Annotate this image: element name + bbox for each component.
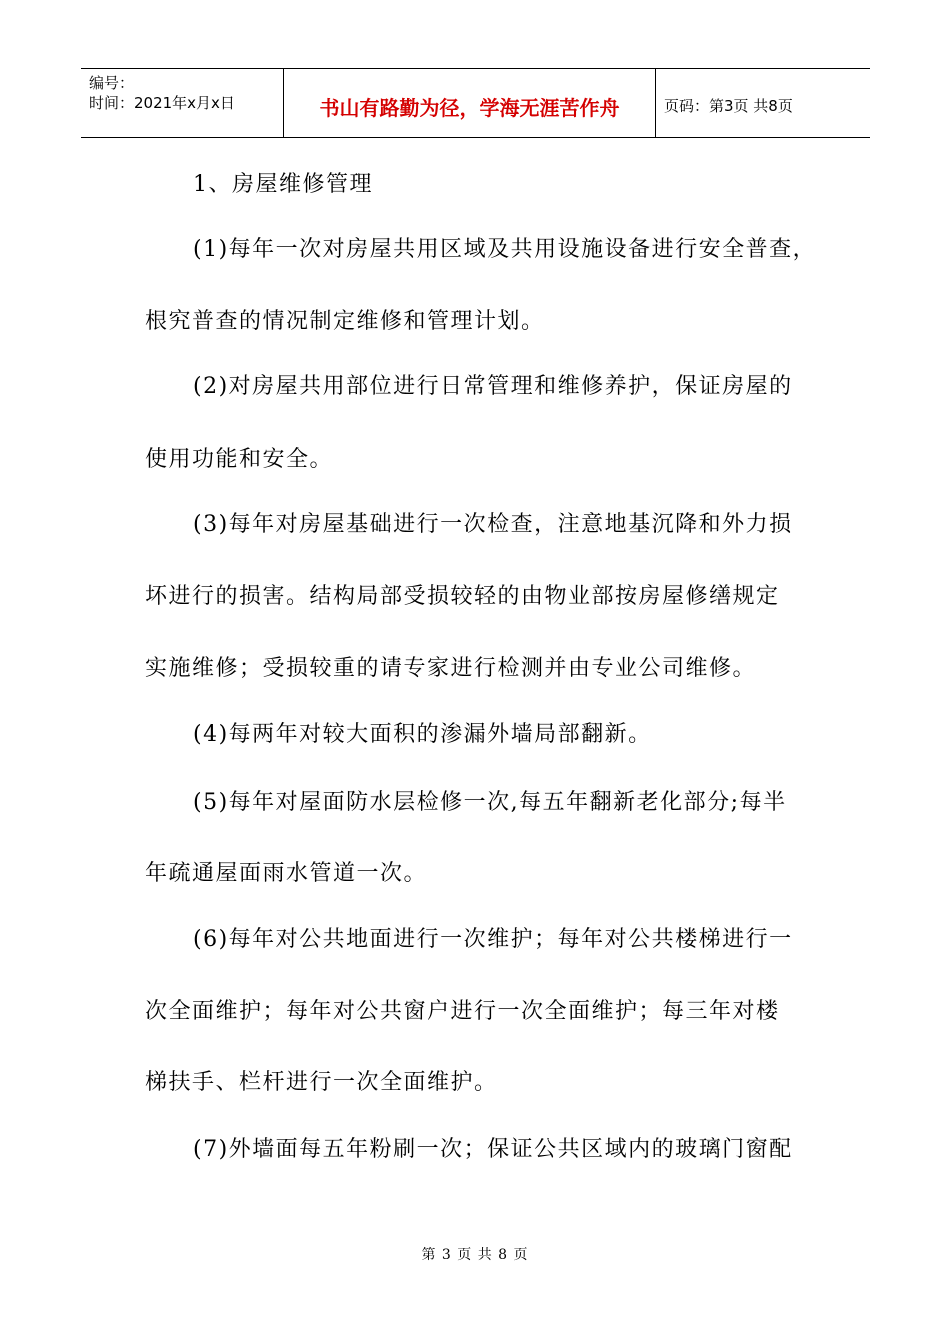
page-header (81, 68, 870, 138)
paragraph-line: (2)对房屋共用部位进行日常管理和维修养护，保证房屋的 (193, 374, 793, 399)
header-motto: 书山有路勤为径，学海无涯苦作舟 (284, 69, 656, 137)
document-number: 编号： (89, 74, 135, 92)
section-heading: 1、房屋维修管理 (193, 172, 373, 197)
paragraph-line: 根究普查的情况制定维修和管理计划。 (145, 309, 545, 334)
paragraph-line: 梯扶手、栏杆进行一次全面维护。 (145, 1070, 498, 1095)
paragraph-line: 实施维修；受损较重的请专家进行检测并由专业公司维修。 (145, 656, 757, 681)
paragraph-line: (4)每两年对较大面积的渗漏外墙局部翻新。 (193, 722, 652, 747)
paragraph-line: (7)外墙面每五年粉刷一次；保证公共区域内的玻璃门窗配 (193, 1137, 793, 1162)
header-page-number: 页码：第3页 共8页 (664, 96, 793, 115)
paragraph-line: 坏进行的损害。结构局部受损较轻的由物业部按房屋修缮规定 (145, 584, 780, 609)
document-date: 时间：2021年x月x日 (89, 94, 235, 112)
paragraph-line: 年疏通屋面雨水管道一次。 (145, 861, 428, 886)
paragraph-line: (3)每年对房屋基础进行一次检查，注意地基沉降和外力损 (193, 512, 793, 537)
paragraph-line: (1)每年一次对房屋共用区域及共用设施设备进行安全普查， (193, 237, 817, 262)
paragraph-line: (6)每年对公共地面进行一次维护；每年对公共楼梯进行一 (193, 927, 793, 952)
page-footer: 第 3 页 共 8 页 (421, 1247, 529, 1263)
paragraph-line: 次全面维护；每年对公共窗户进行一次全面维护；每三年对楼 (145, 999, 780, 1024)
header-meta (81, 69, 284, 137)
paragraph-line: 使用功能和安全。 (145, 447, 334, 472)
paragraph-line: (5)每年对屋面防水层检修一次,每五年翻新老化部分;每半 (193, 790, 787, 815)
